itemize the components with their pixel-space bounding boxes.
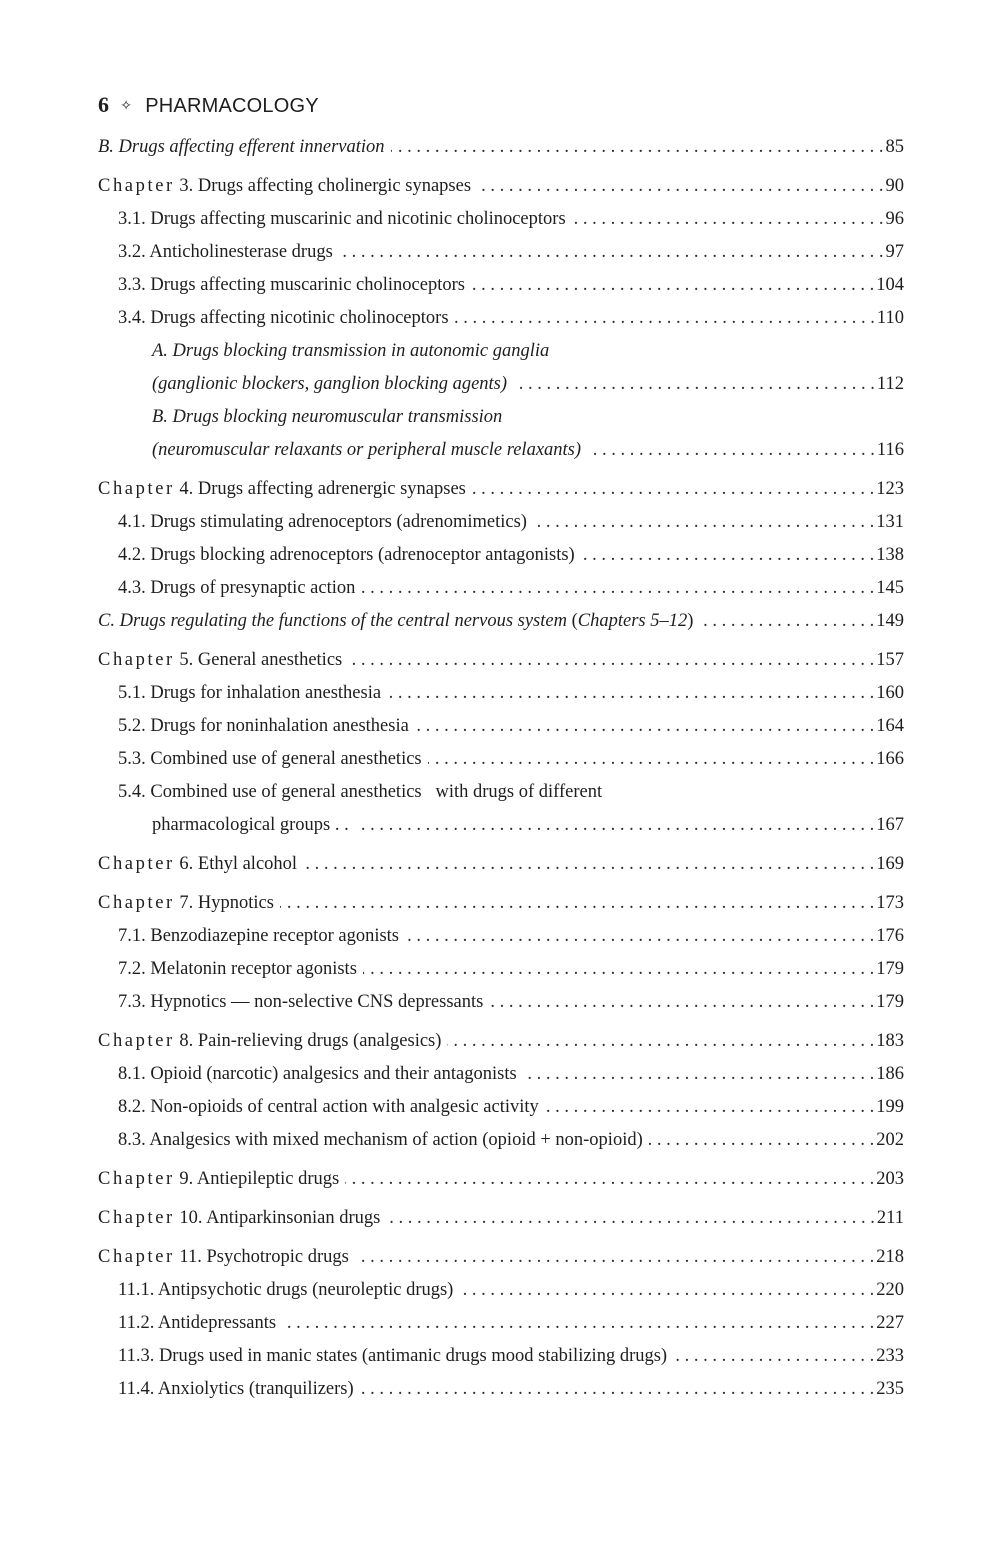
toc-page-number: 179 xyxy=(876,959,904,979)
toc-chapter-entry[interactable] xyxy=(98,1026,904,1056)
toc-subsection-entry[interactable] xyxy=(98,1341,904,1371)
toc-page-number: 218 xyxy=(876,1247,904,1267)
dot-leader xyxy=(345,1164,874,1194)
dot-leader xyxy=(391,132,884,162)
toc-entry-label: 7.2. Melatonin receptor agonists xyxy=(118,959,357,979)
dot-leader xyxy=(415,711,874,741)
toc-entry-label: 5.3. Combined use of general anesthetics xyxy=(118,749,422,769)
toc-section-entry[interactable] xyxy=(98,606,904,636)
toc-entry-label: Chapter 9. Antiepileptic drugs xyxy=(98,1169,340,1189)
toc-entry-label: 3.1. Drugs affecting muscarinic and nicotinic cholinoceptors xyxy=(118,209,566,229)
running-title: PHARMACOLOGY xyxy=(145,95,319,117)
toc-page-number: 179 xyxy=(876,992,904,1012)
toc-page-number: 85 xyxy=(885,137,904,157)
toc-page-number: 138 xyxy=(876,545,904,565)
toc-entry-label: 4.2. Drugs blocking adrenoceptors (adrenoceptor antagonists) xyxy=(118,545,575,565)
dot-leader xyxy=(572,204,884,234)
toc-subsection-entry[interactable] xyxy=(98,987,904,1017)
toc-page-number: 96 xyxy=(885,209,904,229)
dot-leader xyxy=(489,987,874,1017)
toc-entry-label: Chapter 7. Hypnotics xyxy=(98,893,274,913)
toc-page-number: 233 xyxy=(876,1346,904,1366)
toc-page-number: 90 xyxy=(885,176,904,196)
toc-entry-label: Chapter 4. Drugs affecting adrenergic synapses xyxy=(98,479,466,499)
toc-chapter-entry[interactable] xyxy=(98,1164,904,1194)
toc-entry-label: 7.3. Hypnotics — non-selective CNS depressants xyxy=(118,992,484,1012)
toc-entry-label: Chapter 6. Ethyl alcohol xyxy=(98,854,298,874)
toc-entry-label: 3.4. Drugs affecting nicotinic cholinoceptors xyxy=(118,308,449,328)
toc-subsection-entry[interactable] xyxy=(98,744,904,774)
toc-page-number: 211 xyxy=(876,1208,904,1228)
dot-leader xyxy=(386,1203,875,1233)
toc-subsection-entry[interactable] xyxy=(98,540,904,570)
toc-entry-label: 5.1. Drugs for inhalation anesthesia xyxy=(118,683,382,703)
toc-entry-label: 11.1. Antipsychotic drugs (neuroleptic drugs) xyxy=(118,1280,454,1300)
toc-subsection-entry[interactable] xyxy=(98,1374,904,1404)
toc-entry-label: (neuromuscular relaxants or peripheral muscle relaxants) xyxy=(152,440,582,460)
toc-entry-label: 5.2. Drugs for noninhalation anesthesia xyxy=(118,716,409,736)
dot-leader xyxy=(472,474,874,504)
toc-subsection-entry[interactable] xyxy=(98,1092,904,1122)
toc-entry-label: C. Drugs regulating the functions of the central nervous system (Chapters 5–12) xyxy=(98,611,694,631)
dot-leader xyxy=(387,678,874,708)
toc-subsection-entry[interactable] xyxy=(98,303,904,333)
toc-page-number: 220 xyxy=(876,1280,904,1300)
toc-entry-label: Chapter 11. Psychotropic drugs xyxy=(98,1247,349,1267)
toc-page-number: 131 xyxy=(876,512,904,532)
toc-page-number: 186 xyxy=(876,1064,904,1084)
toc-subsection-entry[interactable] xyxy=(98,1275,904,1305)
four-point-star-icon: ✧ xyxy=(120,99,132,114)
toc-subsection-entry[interactable] xyxy=(98,507,904,537)
toc-entry-label: pharmacological groups . . xyxy=(152,815,349,835)
toc-page-number: 173 xyxy=(876,893,904,913)
toc-page-number: 123 xyxy=(876,479,904,499)
dot-leader xyxy=(471,270,874,300)
toc-page-number: 167 xyxy=(876,815,904,835)
toc-page-number: 160 xyxy=(876,683,904,703)
dot-leader xyxy=(649,1125,875,1155)
toc-page-number: 169 xyxy=(876,854,904,874)
toc-page-number: 166 xyxy=(876,749,904,769)
toc-entry-label: 3.3. Drugs affecting muscarinic cholinoceptors xyxy=(118,275,465,295)
dot-leader xyxy=(361,573,874,603)
toc-subsection-entry[interactable] xyxy=(98,1308,904,1338)
toc-entry-label: 3.2. Anticholinesterase drugs xyxy=(118,242,333,262)
toc-page-number: 183 xyxy=(876,1031,904,1051)
dot-leader xyxy=(348,645,874,675)
dot-leader xyxy=(339,237,884,267)
toc-page-number: 145 xyxy=(876,578,904,598)
toc-page-number: 110 xyxy=(876,308,904,328)
dot-leader xyxy=(513,369,875,399)
toc-chapter-entry[interactable] xyxy=(98,474,904,504)
toc-page-number: 97 xyxy=(885,242,904,262)
toc-entry-label: 4.1. Drugs stimulating adrenoceptors (adrenomimetics) xyxy=(118,512,527,532)
toc-entry-label: B. Drugs affecting efferent innervation xyxy=(98,137,385,157)
toc-chapter-entry[interactable] xyxy=(98,1242,904,1272)
dot-leader xyxy=(523,1059,875,1089)
toc-entry-label: A. Drugs blocking transmission in autonomic ganglia xyxy=(152,341,550,361)
toc-entry-label: 7.1. Benzodiazepine receptor agonists xyxy=(118,926,399,946)
toc-page-number: 149 xyxy=(876,611,904,631)
toc-page-number: 104 xyxy=(876,275,904,295)
dot-leader xyxy=(455,303,875,333)
toc-chapter-entry[interactable] xyxy=(98,171,904,201)
dot-leader xyxy=(673,1341,874,1371)
toc-entry-label: 4.3. Drugs of presynaptic action xyxy=(118,578,356,598)
toc-subsubsection-continuation[interactable] xyxy=(98,369,904,399)
toc-subsubsection-entry[interactable] xyxy=(98,402,904,432)
toc-entry-label: 8.1. Opioid (narcotic) analgesics and their antagonists xyxy=(118,1064,517,1084)
running-header xyxy=(98,91,319,123)
toc-entry-label: 11.3. Drugs used in manic states (antimanic drugs mood stabilizing drugs) xyxy=(118,1346,668,1366)
toc-subsection-entry[interactable] xyxy=(98,1059,904,1089)
toc-section-entry[interactable] xyxy=(98,132,904,162)
dot-leader xyxy=(545,1092,874,1122)
toc-entry-label: 8.2. Non-opioids of central action with analgesic activity xyxy=(118,1097,539,1117)
toc-chapter-entry[interactable] xyxy=(98,645,904,675)
toc-page-number: 235 xyxy=(876,1379,904,1399)
dot-leader xyxy=(459,1275,874,1305)
toc-entry-label: 11.4. Anxiolytics (tranquilizers) xyxy=(118,1379,354,1399)
toc-subsection-entry[interactable] xyxy=(98,777,904,807)
dot-leader xyxy=(355,1242,874,1272)
toc-chapter-entry[interactable] xyxy=(98,849,904,879)
toc-entry-label: Chapter 10. Antiparkinsonian drugs xyxy=(98,1208,381,1228)
toc-entry-label: 11.2. Antidepressants xyxy=(118,1313,277,1333)
toc-subsection-entry[interactable] xyxy=(98,204,904,234)
dot-leader xyxy=(405,921,874,951)
dot-leader xyxy=(280,888,874,918)
toc-subsubsection-continuation[interactable] xyxy=(98,435,904,465)
dot-leader xyxy=(533,507,874,537)
dot-leader xyxy=(282,1308,874,1338)
toc-subsection-entry[interactable] xyxy=(98,237,904,267)
toc-page-number: 199 xyxy=(876,1097,904,1117)
toc-page-number: 227 xyxy=(876,1313,904,1333)
toc-subsection-entry[interactable] xyxy=(98,573,904,603)
toc-chapter-entry[interactable] xyxy=(98,888,904,918)
dot-leader xyxy=(477,171,883,201)
dot-leader xyxy=(447,1026,874,1056)
dot-leader xyxy=(699,606,874,636)
toc-subsection-entry[interactable] xyxy=(98,954,904,984)
toc-page-number: 112 xyxy=(876,374,904,394)
toc-subsection-entry[interactable] xyxy=(98,1125,904,1155)
toc-page-number: 203 xyxy=(876,1169,904,1189)
toc-subsection-entry[interactable] xyxy=(98,711,904,741)
dot-leader xyxy=(360,1374,875,1404)
toc-chapter-entry[interactable] xyxy=(98,1203,904,1233)
toc-entry-label: Chapter 3. Drugs affecting cholinergic synapses xyxy=(98,176,472,196)
toc-page-number: 157 xyxy=(876,650,904,670)
dot-leader xyxy=(587,435,875,465)
page-number: 6 xyxy=(98,92,109,117)
toc-subsection-continuation[interactable] xyxy=(98,810,904,840)
toc-page-number: 164 xyxy=(876,716,904,736)
toc-page-number: 116 xyxy=(876,440,904,460)
toc-subsection-entry[interactable] xyxy=(98,678,904,708)
dot-leader xyxy=(581,540,875,570)
toc-subsection-entry[interactable] xyxy=(98,921,904,951)
toc-subsection-entry[interactable] xyxy=(98,270,904,300)
dot-leader xyxy=(303,849,874,879)
toc-entry-label: Chapter 8. Pain-relieving drugs (analgesics) xyxy=(98,1031,442,1051)
toc-entry-label: (ganglionic blockers, ganglion blocking agents) xyxy=(152,374,508,394)
toc-entry-label: 8.3. Analgesics with mixed mechanism of action (opioid + non-opioid) xyxy=(118,1130,643,1150)
toc-entry-label: Chapter 5. General anesthetics xyxy=(98,650,343,670)
toc-entry-label: 5.4. Combined use of general anesthetics with drugs of different xyxy=(118,782,603,802)
toc-entry-label: B. Drugs blocking neuromuscular transmission xyxy=(152,407,503,427)
toc-subsubsection-entry[interactable] xyxy=(98,336,904,366)
dot-leader xyxy=(355,810,874,840)
toc-page-number: 176 xyxy=(876,926,904,946)
dot-leader xyxy=(363,954,874,984)
toc-page-number: 202 xyxy=(876,1130,904,1150)
dot-leader xyxy=(428,744,875,774)
